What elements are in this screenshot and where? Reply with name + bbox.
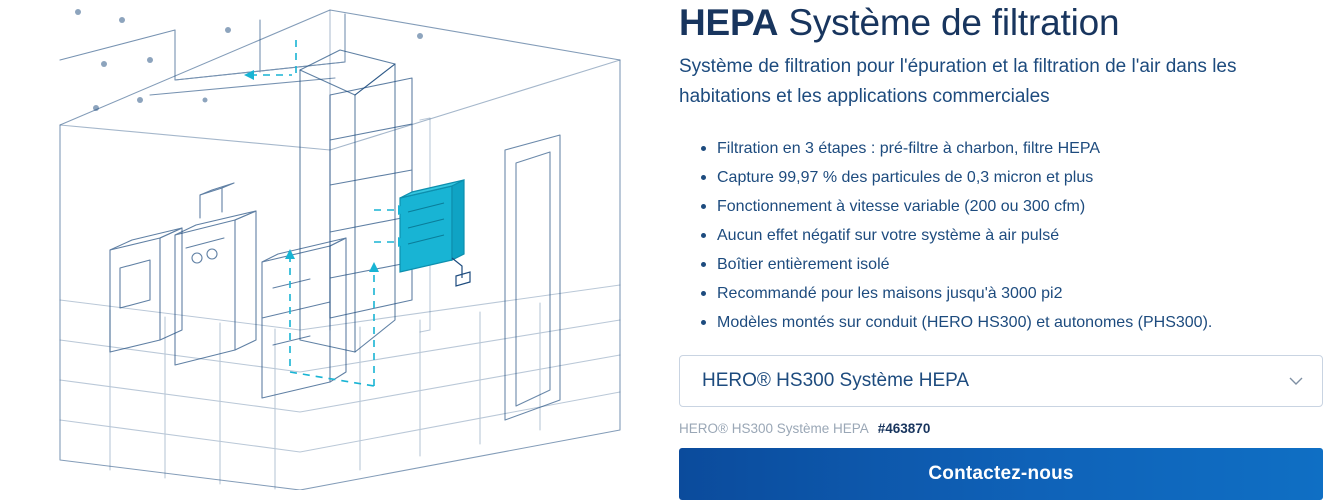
contact-us-button[interactable]: Contactez-nous [679,448,1323,500]
sku-line [679,421,1323,436]
list-item: Capture 99,97 % des particules de 0,3 micron et plus [701,163,1323,192]
product-info-pane [645,0,1342,500]
chevron-down-icon [1286,371,1306,391]
page-title-brand: HEPA [679,2,779,43]
feature-list [679,134,1323,337]
product-subtitle: Système de filtration pour l'épuration et la filtration de l'air dans les habitations et les applications commerciales [679,56,1237,107]
list-item: Modèles montés sur conduit (HERO HS300) et autonomes (PHS300). [701,308,1323,337]
list-item: Aucun effet négatif sur votre système à air pulsé [701,221,1323,250]
page-title [679,0,1323,46]
list-item: Filtration en 3 étapes : pré-filtre à charbon, filtre HEPA [701,134,1323,163]
list-item: Recommandé pour les maisons jusqu'à 3000 pi2 [701,279,1323,308]
product-illustration[interactable] [0,0,645,490]
variant-select[interactable] [679,355,1323,407]
list-item: Boîtier entièrement isolé [701,250,1323,279]
product-image-pane [0,0,645,500]
variant-select-value: HERO® HS300 Système HEPA [702,370,970,391]
sku-label: HERO® HS300 Système HEPA [679,421,869,436]
page-title-rest: Système de filtration [778,2,1120,43]
basement-hepa-diagram-svg [0,0,645,490]
sku-number: #463870 [877,421,931,436]
list-item: Fonctionnement à vitesse variable (200 ou 300 cfm) [701,192,1323,221]
